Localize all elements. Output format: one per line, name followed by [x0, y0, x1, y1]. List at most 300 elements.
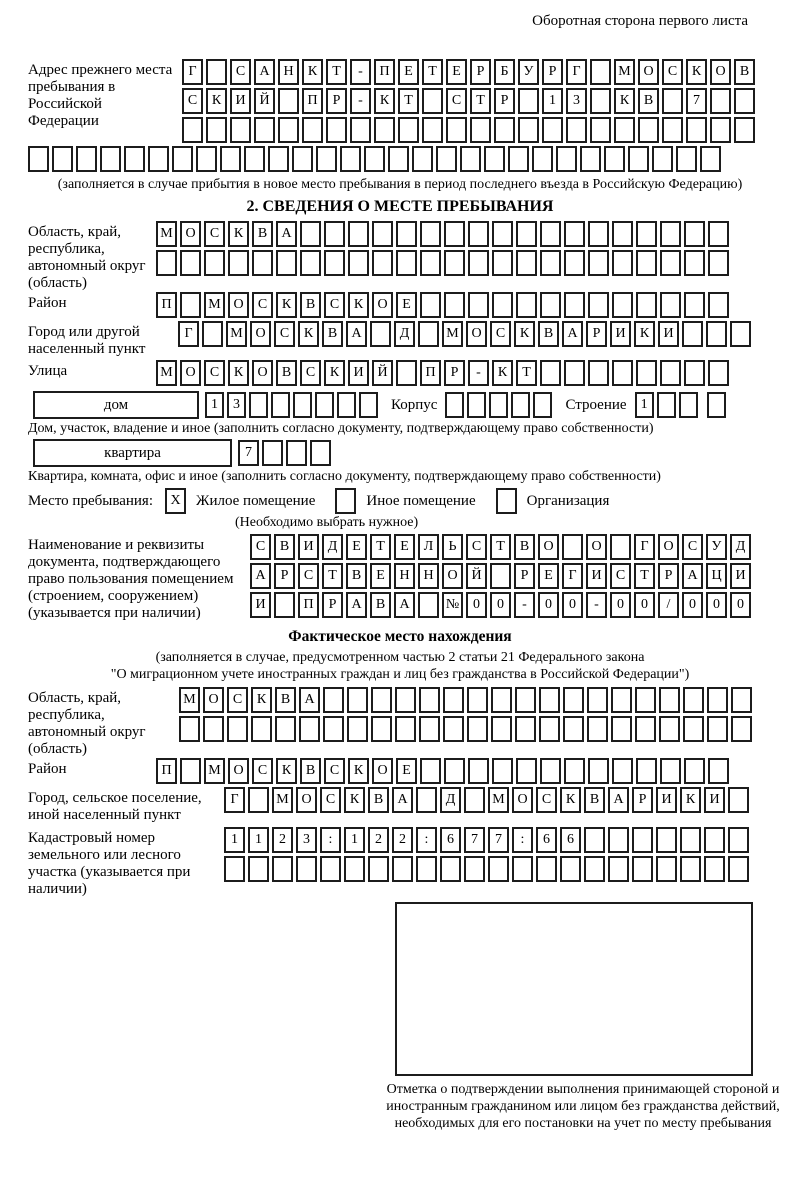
- char-cell[interactable]: К: [298, 321, 319, 347]
- char-cell[interactable]: П: [298, 592, 319, 618]
- char-cell[interactable]: [636, 292, 657, 318]
- char-cell[interactable]: [148, 146, 169, 172]
- char-cell[interactable]: В: [584, 787, 605, 813]
- char-cell[interactable]: О: [203, 687, 224, 713]
- char-cell[interactable]: С: [300, 360, 321, 386]
- char-cell[interactable]: М: [488, 787, 509, 813]
- char-cell[interactable]: Д: [440, 787, 461, 813]
- char-cell[interactable]: [344, 856, 365, 882]
- char-cell[interactable]: [632, 856, 653, 882]
- char-cell[interactable]: [491, 716, 512, 742]
- char-cell[interactable]: А: [394, 592, 415, 618]
- char-cell[interactable]: С: [446, 88, 467, 114]
- char-cell[interactable]: В: [346, 563, 367, 589]
- char-cell[interactable]: В: [300, 758, 321, 784]
- char-cell[interactable]: [540, 250, 561, 276]
- char-cell[interactable]: [532, 146, 553, 172]
- char-cell[interactable]: [419, 687, 440, 713]
- char-cell[interactable]: [660, 758, 681, 784]
- char-cell[interactable]: Г: [224, 787, 245, 813]
- char-cell[interactable]: [272, 856, 293, 882]
- char-cell[interactable]: 3: [227, 392, 246, 418]
- char-cell[interactable]: -: [350, 59, 371, 85]
- char-cell[interactable]: [652, 146, 673, 172]
- char-cell[interactable]: [708, 292, 729, 318]
- char-cell[interactable]: В: [538, 321, 559, 347]
- char-cell[interactable]: [540, 758, 561, 784]
- char-cell[interactable]: Т: [470, 88, 491, 114]
- char-cell[interactable]: 0: [466, 592, 487, 618]
- char-cell[interactable]: 2: [368, 827, 389, 853]
- char-cell[interactable]: [707, 716, 728, 742]
- char-cell[interactable]: Р: [494, 88, 515, 114]
- char-cell[interactable]: 2: [392, 827, 413, 853]
- char-cell[interactable]: [196, 146, 217, 172]
- char-cell[interactable]: [728, 827, 749, 853]
- char-cell[interactable]: [340, 146, 361, 172]
- char-cell[interactable]: К: [634, 321, 655, 347]
- char-cell[interactable]: [324, 221, 345, 247]
- char-cell[interactable]: У: [706, 534, 727, 560]
- char-cell[interactable]: [371, 716, 392, 742]
- char-cell[interactable]: [659, 716, 680, 742]
- char-cell[interactable]: [556, 146, 577, 172]
- char-cell[interactable]: [564, 360, 585, 386]
- char-cell[interactable]: -: [514, 592, 535, 618]
- char-cell[interactable]: К: [228, 360, 249, 386]
- char-cell[interactable]: А: [250, 563, 271, 589]
- char-cell[interactable]: 1: [248, 827, 269, 853]
- char-cell[interactable]: [444, 292, 465, 318]
- char-cell[interactable]: [203, 716, 224, 742]
- char-cell[interactable]: [420, 758, 441, 784]
- char-cell[interactable]: [416, 787, 437, 813]
- char-cell[interactable]: [682, 321, 703, 347]
- char-cell[interactable]: О: [228, 758, 249, 784]
- char-cell[interactable]: [292, 146, 313, 172]
- char-cell[interactable]: Т: [322, 563, 343, 589]
- char-cell[interactable]: К: [492, 360, 513, 386]
- char-cell[interactable]: 2: [272, 827, 293, 853]
- char-cell[interactable]: 0: [538, 592, 559, 618]
- char-cell[interactable]: [418, 321, 439, 347]
- char-cell[interactable]: М: [204, 758, 225, 784]
- char-cell[interactable]: С: [324, 758, 345, 784]
- char-cell[interactable]: О: [512, 787, 533, 813]
- char-cell[interactable]: [588, 758, 609, 784]
- char-cell[interactable]: Е: [346, 534, 367, 560]
- char-cell[interactable]: [680, 856, 701, 882]
- char-cell[interactable]: [560, 856, 581, 882]
- char-cell[interactable]: М: [614, 59, 635, 85]
- char-cell[interactable]: [683, 716, 704, 742]
- char-cell[interactable]: [350, 117, 371, 143]
- char-cell[interactable]: Е: [446, 59, 467, 85]
- char-cell[interactable]: [604, 146, 625, 172]
- char-cell[interactable]: [680, 827, 701, 853]
- char-cell[interactable]: В: [276, 360, 297, 386]
- char-cell[interactable]: [370, 321, 391, 347]
- char-cell[interactable]: [683, 687, 704, 713]
- char-cell[interactable]: Д: [394, 321, 415, 347]
- char-cell[interactable]: [230, 117, 251, 143]
- char-cell[interactable]: Т: [516, 360, 537, 386]
- char-cell[interactable]: [679, 392, 698, 418]
- char-cell[interactable]: А: [562, 321, 583, 347]
- char-cell[interactable]: [659, 687, 680, 713]
- char-cell[interactable]: [612, 250, 633, 276]
- char-cell[interactable]: [684, 758, 705, 784]
- char-cell[interactable]: [248, 787, 269, 813]
- char-cell[interactable]: [446, 117, 467, 143]
- char-cell[interactable]: О: [710, 59, 731, 85]
- char-cell[interactable]: С: [662, 59, 683, 85]
- char-cell[interactable]: [248, 856, 269, 882]
- char-cell[interactable]: К: [302, 59, 323, 85]
- char-cell[interactable]: [347, 687, 368, 713]
- char-cell[interactable]: [635, 716, 656, 742]
- char-cell[interactable]: Е: [394, 534, 415, 560]
- char-cell[interactable]: [324, 250, 345, 276]
- char-cell[interactable]: [710, 88, 731, 114]
- char-cell[interactable]: [660, 250, 681, 276]
- char-cell[interactable]: [564, 250, 585, 276]
- char-cell[interactable]: С: [682, 534, 703, 560]
- char-cell[interactable]: [396, 250, 417, 276]
- char-cell[interactable]: П: [374, 59, 395, 85]
- char-cell[interactable]: [492, 221, 513, 247]
- char-cell[interactable]: П: [420, 360, 441, 386]
- char-cell[interactable]: [588, 292, 609, 318]
- char-cell[interactable]: Г: [562, 563, 583, 589]
- char-cell[interactable]: [468, 758, 489, 784]
- char-cell[interactable]: Р: [514, 563, 535, 589]
- char-cell[interactable]: 0: [490, 592, 511, 618]
- char-cell[interactable]: [700, 146, 721, 172]
- char-cell[interactable]: [728, 856, 749, 882]
- char-cell[interactable]: А: [608, 787, 629, 813]
- char-cell[interactable]: Р: [632, 787, 653, 813]
- char-cell[interactable]: С: [230, 59, 251, 85]
- char-cell[interactable]: С: [490, 321, 511, 347]
- char-cell[interactable]: 1: [344, 827, 365, 853]
- char-cell[interactable]: [320, 856, 341, 882]
- char-cell[interactable]: 1: [224, 827, 245, 853]
- char-cell[interactable]: [515, 687, 536, 713]
- char-cell[interactable]: [395, 716, 416, 742]
- char-cell[interactable]: [286, 440, 307, 466]
- char-cell[interactable]: А: [299, 687, 320, 713]
- char-cell[interactable]: [540, 221, 561, 247]
- char-cell[interactable]: [636, 360, 657, 386]
- char-cell[interactable]: Б: [494, 59, 515, 85]
- char-cell[interactable]: О: [658, 534, 679, 560]
- char-cell[interactable]: С: [324, 292, 345, 318]
- char-cell[interactable]: Г: [566, 59, 587, 85]
- char-cell[interactable]: Ь: [442, 534, 463, 560]
- char-cell[interactable]: Й: [254, 88, 275, 114]
- char-cell[interactable]: Л: [418, 534, 439, 560]
- char-cell[interactable]: О: [586, 534, 607, 560]
- char-cell[interactable]: [206, 59, 227, 85]
- char-cell[interactable]: [124, 146, 145, 172]
- char-cell[interactable]: [28, 146, 49, 172]
- char-cell[interactable]: [464, 856, 485, 882]
- char-cell[interactable]: Р: [586, 321, 607, 347]
- char-cell[interactable]: Е: [370, 563, 391, 589]
- char-cell[interactable]: [635, 687, 656, 713]
- char-cell[interactable]: [518, 88, 539, 114]
- char-cell[interactable]: О: [250, 321, 271, 347]
- char-cell[interactable]: [419, 716, 440, 742]
- char-cell[interactable]: С: [250, 534, 271, 560]
- char-cell[interactable]: [662, 88, 683, 114]
- char-cell[interactable]: [484, 146, 505, 172]
- char-cell[interactable]: [443, 716, 464, 742]
- char-cell[interactable]: [612, 758, 633, 784]
- char-cell[interactable]: Н: [418, 563, 439, 589]
- residential-checkbox[interactable]: X: [165, 488, 186, 514]
- char-cell[interactable]: 0: [634, 592, 655, 618]
- char-cell[interactable]: [708, 250, 729, 276]
- char-cell[interactable]: [516, 758, 537, 784]
- char-cell[interactable]: И: [610, 321, 631, 347]
- char-cell[interactable]: [100, 146, 121, 172]
- char-cell[interactable]: В: [368, 787, 389, 813]
- char-cell[interactable]: [734, 117, 755, 143]
- char-cell[interactable]: О: [538, 534, 559, 560]
- char-cell[interactable]: Т: [634, 563, 655, 589]
- char-cell[interactable]: 7: [464, 827, 485, 853]
- char-cell[interactable]: [662, 117, 683, 143]
- char-cell[interactable]: [492, 292, 513, 318]
- char-cell[interactable]: С: [204, 221, 225, 247]
- char-cell[interactable]: Н: [394, 563, 415, 589]
- char-cell[interactable]: [180, 292, 201, 318]
- char-cell[interactable]: Р: [326, 88, 347, 114]
- char-cell[interactable]: [204, 250, 225, 276]
- char-cell[interactable]: [398, 117, 419, 143]
- char-cell[interactable]: [587, 716, 608, 742]
- char-cell[interactable]: В: [274, 534, 295, 560]
- char-cell[interactable]: [420, 250, 441, 276]
- char-cell[interactable]: [275, 716, 296, 742]
- char-cell[interactable]: [316, 146, 337, 172]
- char-cell[interactable]: М: [272, 787, 293, 813]
- char-cell[interactable]: Й: [466, 563, 487, 589]
- char-cell[interactable]: К: [680, 787, 701, 813]
- char-cell[interactable]: [638, 117, 659, 143]
- char-cell[interactable]: [610, 534, 631, 560]
- char-cell[interactable]: :: [512, 827, 533, 853]
- char-cell[interactable]: В: [275, 687, 296, 713]
- char-cell[interactable]: [542, 117, 563, 143]
- char-cell[interactable]: 6: [536, 827, 557, 853]
- char-cell[interactable]: [220, 146, 241, 172]
- char-cell[interactable]: О: [372, 758, 393, 784]
- char-cell[interactable]: Р: [444, 360, 465, 386]
- char-cell[interactable]: [470, 117, 491, 143]
- char-cell[interactable]: [684, 360, 705, 386]
- char-cell[interactable]: [224, 856, 245, 882]
- char-cell[interactable]: О: [466, 321, 487, 347]
- char-cell[interactable]: [347, 716, 368, 742]
- char-cell[interactable]: [468, 250, 489, 276]
- char-cell[interactable]: [588, 360, 609, 386]
- char-cell[interactable]: И: [348, 360, 369, 386]
- other-premises-checkbox[interactable]: [335, 488, 356, 514]
- char-cell[interactable]: К: [276, 292, 297, 318]
- char-cell[interactable]: [566, 117, 587, 143]
- char-cell[interactable]: С: [536, 787, 557, 813]
- char-cell[interactable]: [511, 392, 530, 418]
- char-cell[interactable]: К: [686, 59, 707, 85]
- char-cell[interactable]: П: [156, 292, 177, 318]
- char-cell[interactable]: [564, 221, 585, 247]
- char-cell[interactable]: С: [252, 758, 273, 784]
- char-cell[interactable]: [372, 250, 393, 276]
- char-cell[interactable]: [52, 146, 73, 172]
- char-cell[interactable]: [300, 221, 321, 247]
- char-cell[interactable]: 3: [566, 88, 587, 114]
- char-cell[interactable]: М: [204, 292, 225, 318]
- char-cell[interactable]: [323, 687, 344, 713]
- char-cell[interactable]: О: [372, 292, 393, 318]
- char-cell[interactable]: [227, 716, 248, 742]
- char-cell[interactable]: [422, 117, 443, 143]
- char-cell[interactable]: [444, 250, 465, 276]
- char-cell[interactable]: [422, 88, 443, 114]
- char-cell[interactable]: Т: [370, 534, 391, 560]
- char-cell[interactable]: К: [514, 321, 535, 347]
- char-cell[interactable]: Е: [396, 292, 417, 318]
- char-cell[interactable]: Е: [538, 563, 559, 589]
- char-cell[interactable]: О: [442, 563, 463, 589]
- char-cell[interactable]: [611, 716, 632, 742]
- char-cell[interactable]: [608, 856, 629, 882]
- char-cell[interactable]: И: [230, 88, 251, 114]
- char-cell[interactable]: М: [156, 360, 177, 386]
- char-cell[interactable]: Г: [182, 59, 203, 85]
- char-cell[interactable]: [76, 146, 97, 172]
- char-cell[interactable]: [251, 716, 272, 742]
- char-cell[interactable]: С: [182, 88, 203, 114]
- char-cell[interactable]: К: [276, 758, 297, 784]
- char-cell[interactable]: [515, 716, 536, 742]
- char-cell[interactable]: [228, 250, 249, 276]
- char-cell[interactable]: [684, 221, 705, 247]
- char-cell[interactable]: [708, 360, 729, 386]
- char-cell[interactable]: [172, 146, 193, 172]
- char-cell[interactable]: [490, 563, 511, 589]
- char-cell[interactable]: [706, 321, 727, 347]
- char-cell[interactable]: [614, 117, 635, 143]
- char-cell[interactable]: [731, 716, 752, 742]
- char-cell[interactable]: [416, 856, 437, 882]
- char-cell[interactable]: [676, 146, 697, 172]
- char-cell[interactable]: [444, 758, 465, 784]
- char-cell[interactable]: [392, 856, 413, 882]
- char-cell[interactable]: В: [638, 88, 659, 114]
- char-cell[interactable]: [348, 250, 369, 276]
- char-cell[interactable]: [310, 440, 331, 466]
- char-cell[interactable]: Т: [422, 59, 443, 85]
- char-cell[interactable]: 7: [686, 88, 707, 114]
- house-field-box[interactable]: дом: [33, 391, 199, 419]
- char-cell[interactable]: [632, 827, 653, 853]
- char-cell[interactable]: С: [204, 360, 225, 386]
- char-cell[interactable]: [359, 392, 378, 418]
- char-cell[interactable]: [564, 292, 585, 318]
- char-cell[interactable]: В: [734, 59, 755, 85]
- char-cell[interactable]: [202, 321, 223, 347]
- char-cell[interactable]: [731, 687, 752, 713]
- char-cell[interactable]: [364, 146, 385, 172]
- char-cell[interactable]: [440, 856, 461, 882]
- char-cell[interactable]: [512, 856, 533, 882]
- char-cell[interactable]: :: [416, 827, 437, 853]
- char-cell[interactable]: О: [180, 221, 201, 247]
- char-cell[interactable]: -: [468, 360, 489, 386]
- char-cell[interactable]: А: [254, 59, 275, 85]
- char-cell[interactable]: И: [730, 563, 751, 589]
- char-cell[interactable]: С: [466, 534, 487, 560]
- char-cell[interactable]: 0: [562, 592, 583, 618]
- char-cell[interactable]: [368, 856, 389, 882]
- char-cell[interactable]: О: [638, 59, 659, 85]
- char-cell[interactable]: [468, 221, 489, 247]
- char-cell[interactable]: Р: [470, 59, 491, 85]
- char-cell[interactable]: И: [704, 787, 725, 813]
- char-cell[interactable]: И: [250, 592, 271, 618]
- char-cell[interactable]: [660, 221, 681, 247]
- char-cell[interactable]: [315, 392, 334, 418]
- char-cell[interactable]: [412, 146, 433, 172]
- char-cell[interactable]: [533, 392, 552, 418]
- char-cell[interactable]: [293, 392, 312, 418]
- char-cell[interactable]: [628, 146, 649, 172]
- char-cell[interactable]: [296, 856, 317, 882]
- char-cell[interactable]: Р: [658, 563, 679, 589]
- char-cell[interactable]: [180, 250, 201, 276]
- char-cell[interactable]: И: [658, 321, 679, 347]
- char-cell[interactable]: М: [442, 321, 463, 347]
- char-cell[interactable]: [492, 758, 513, 784]
- char-cell[interactable]: [563, 716, 584, 742]
- char-cell[interactable]: [491, 687, 512, 713]
- char-cell[interactable]: В: [252, 221, 273, 247]
- char-cell[interactable]: К: [614, 88, 635, 114]
- char-cell[interactable]: [518, 117, 539, 143]
- char-cell[interactable]: [418, 592, 439, 618]
- char-cell[interactable]: [588, 250, 609, 276]
- char-cell[interactable]: [516, 221, 537, 247]
- char-cell[interactable]: 6: [440, 827, 461, 853]
- char-cell[interactable]: Р: [542, 59, 563, 85]
- char-cell[interactable]: [488, 856, 509, 882]
- char-cell[interactable]: С: [274, 321, 295, 347]
- char-cell[interactable]: [300, 250, 321, 276]
- char-cell[interactable]: К: [228, 221, 249, 247]
- char-cell[interactable]: [395, 687, 416, 713]
- char-cell[interactable]: [516, 250, 537, 276]
- char-cell[interactable]: [590, 88, 611, 114]
- char-cell[interactable]: [707, 392, 726, 418]
- char-cell[interactable]: [608, 827, 629, 853]
- char-cell[interactable]: И: [298, 534, 319, 560]
- char-cell[interactable]: [516, 292, 537, 318]
- char-cell[interactable]: [156, 250, 177, 276]
